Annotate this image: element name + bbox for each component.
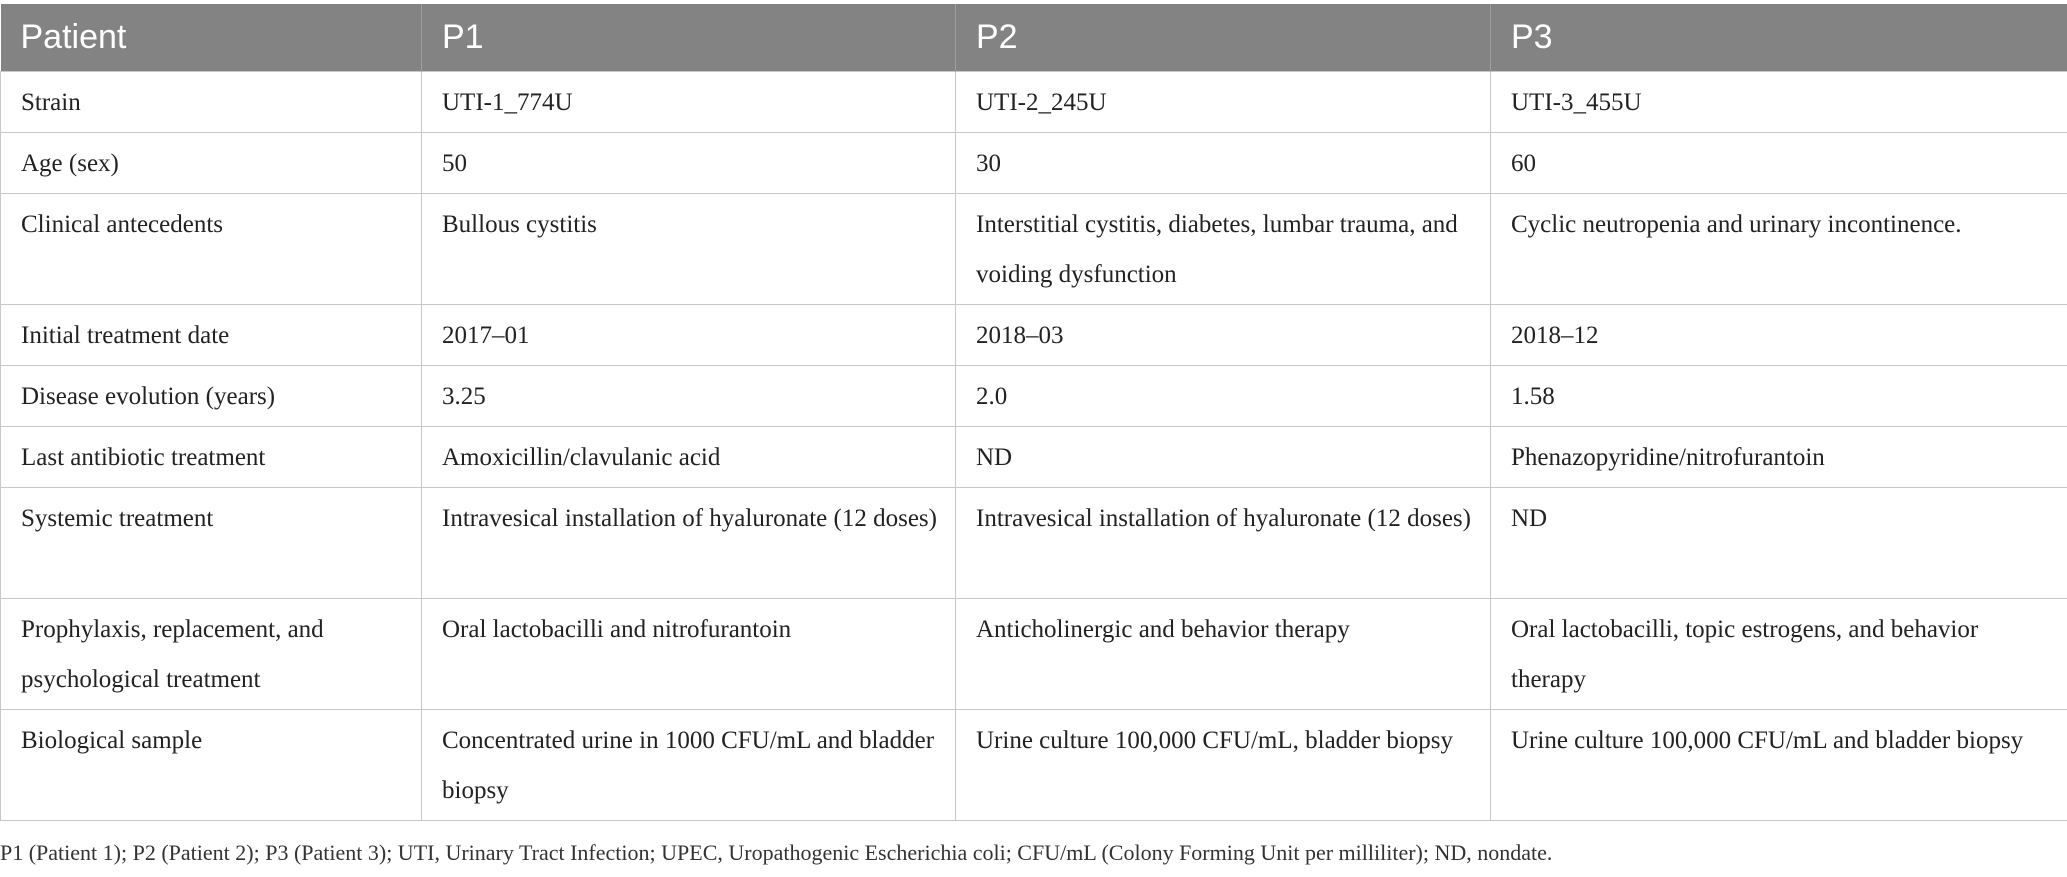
table-cell: Phenazopyridine/nitrofurantoin bbox=[1491, 426, 2067, 487]
table-header-row bbox=[1, 4, 2067, 71]
row-label: Age (sex) bbox=[1, 132, 422, 193]
table-cell: ND bbox=[1491, 487, 2067, 598]
table-cell: Intravesical installation of hyaluronate (12 doses) bbox=[422, 487, 956, 598]
table-row bbox=[1, 598, 2067, 709]
row-label: Disease evolution (years) bbox=[1, 365, 422, 426]
table-cell: 2018–12 bbox=[1491, 304, 2067, 365]
table-cell: 60 bbox=[1491, 132, 2067, 193]
table-cell: Amoxicillin/clavulanic acid bbox=[422, 426, 956, 487]
row-label: Biological sample bbox=[1, 709, 422, 820]
table-cell: Anticholinergic and behavior therapy bbox=[956, 598, 1491, 709]
table-cell: Intravesical installation of hyaluronate (12 doses) bbox=[956, 487, 1491, 598]
table-cell: Oral lactobacilli, topic estrogens, and behavior therapy bbox=[1491, 598, 2067, 709]
table-cell: Bullous cystitis bbox=[422, 193, 956, 304]
table-row bbox=[1, 426, 2067, 487]
table-cell: Oral lactobacilli and nitrofurantoin bbox=[422, 598, 956, 709]
table-row bbox=[1, 709, 2067, 820]
patient-table bbox=[0, 4, 2067, 821]
table-cell: UTI-2_245U bbox=[956, 71, 1491, 132]
table-row bbox=[1, 487, 2067, 598]
table-cell: UTI-1_774U bbox=[422, 71, 956, 132]
table-cell: 30 bbox=[956, 132, 1491, 193]
table-cell: UTI-3_455U bbox=[1491, 71, 2067, 132]
table-row bbox=[1, 304, 2067, 365]
table-cell: 2018–03 bbox=[956, 304, 1491, 365]
row-label: Last antibiotic treatment bbox=[1, 426, 422, 487]
row-label: Clinical antecedents bbox=[1, 193, 422, 304]
header-p2: P2 bbox=[956, 4, 1491, 71]
patient-table-container bbox=[0, 4, 2067, 821]
row-label: Systemic treatment bbox=[1, 487, 422, 598]
table-row bbox=[1, 71, 2067, 132]
table-cell: 3.25 bbox=[422, 365, 956, 426]
table-cell: 2.0 bbox=[956, 365, 1491, 426]
row-label: Strain bbox=[1, 71, 422, 132]
table-cell: Interstitial cystitis, diabetes, lumbar trauma, and voiding dysfunction bbox=[956, 193, 1491, 304]
table-row bbox=[1, 132, 2067, 193]
table-cell: Cyclic neutropenia and urinary incontinence. bbox=[1491, 193, 2067, 304]
table-cell: ND bbox=[956, 426, 1491, 487]
table-cell: Concentrated urine in 1000 CFU/mL and bladder biopsy bbox=[422, 709, 956, 820]
table-cell: 1.58 bbox=[1491, 365, 2067, 426]
header-patient: Patient bbox=[1, 4, 422, 71]
table-cell: 50 bbox=[422, 132, 956, 193]
table-footnote: P1 (Patient 1); P2 (Patient 2); P3 (Patient 3); UTI, Urinary Tract Infection; UPEC, Uropathogenic Escherichia coli; CFU/mL (Colony Forming Unit per milliliter); ND, nondate. bbox=[0, 840, 1553, 865]
row-label: Prophylaxis, replacement, and psychological treatment bbox=[1, 598, 422, 709]
table-cell: 2017–01 bbox=[422, 304, 956, 365]
header-p1: P1 bbox=[422, 4, 956, 71]
table-row bbox=[1, 193, 2067, 304]
table-cell: Urine culture 100,000 CFU/mL, bladder biopsy bbox=[956, 709, 1491, 820]
header-p3: P3 bbox=[1491, 4, 2067, 71]
table-row bbox=[1, 365, 2067, 426]
row-label: Initial treatment date bbox=[1, 304, 422, 365]
table-cell: Urine culture 100,000 CFU/mL and bladder biopsy bbox=[1491, 709, 2067, 820]
